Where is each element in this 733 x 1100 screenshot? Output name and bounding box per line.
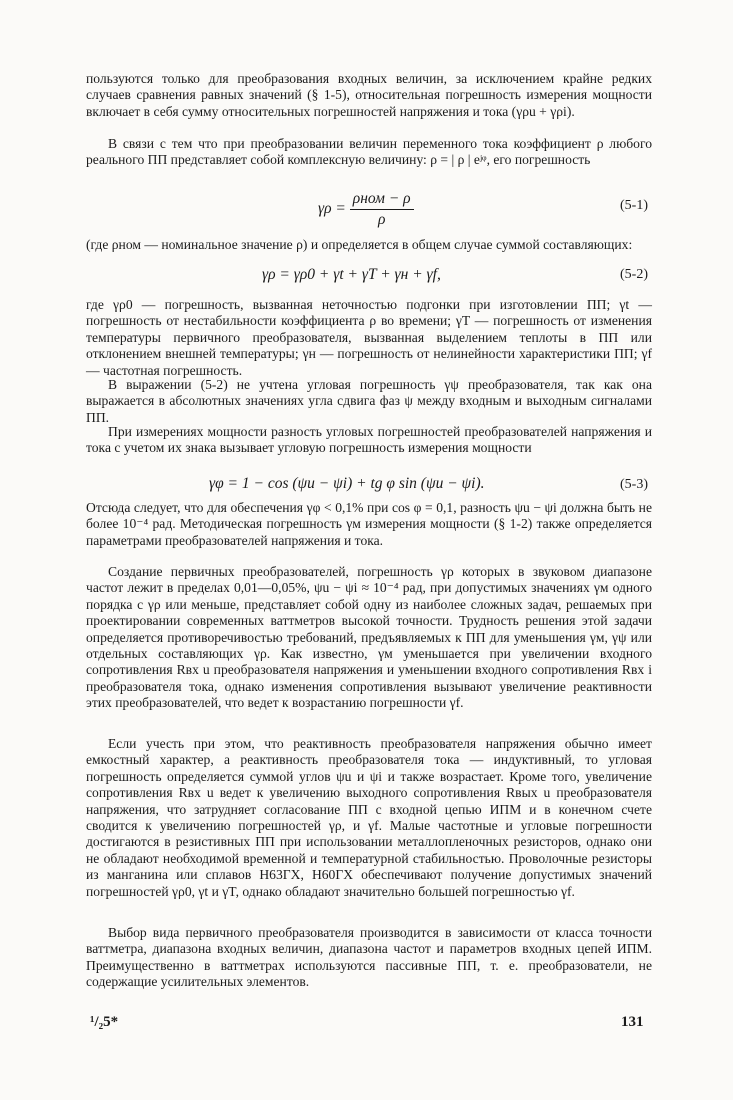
paragraph-intro: пользуются только для преобразования входных величин, за исключением крайне редких случаев сравнения равных значений (§ 1-5), относительная погрешность измерения мощности включает в себя сумму относительных погрешностей напряжения и тока (γρu + γρi). [86, 71, 652, 119]
paragraph-angular-error: В выражении (5-2) не учтена угловая погрешность γψ преобразователя, так как она выражается в абсолютных значениях угла сдвига фаз ψ между входным и выходным сигналами ПП. [86, 377, 652, 425]
equation-5-1-fraction [350, 190, 414, 229]
page-number: 131 [621, 1014, 644, 1030]
equation-5-1-numerator: ρном − ρ [350, 190, 414, 210]
signature-mark: ¹/₂5* [90, 1014, 119, 1030]
paragraph-power-measurement: При измерениях мощности разность угловых погрешностей преобразователей напряжения и тока с учетом их знака вызывает угловую погрешность измерения мощности [86, 424, 652, 456]
equation-5-1-number: (5-1) [620, 198, 648, 213]
equation-5-1-lhs: γρ = [318, 200, 346, 218]
paragraph-reactance: Если учесть при этом, что реактивность преобразователя напряжения обычно имеет емкостный характер, а реактивность преобразователя тока — индуктивный, то угловая погрешность определяется суммой углов ψu и ψi и также возрастает. Кроме того, увеличение сопротивления Rвх u ведет к увеличению выходного сопротивления Rвых u преобразователя напряжения, что затрудняет согласование ПП с входной цепью ИПМ и в конечном счете сводится к увеличению погрешностей γρ, и γf. Малые частотные и угловые погрешности достигаются в резистивных ПП при использовании металлопленочных резисторов, однако они не обладают необходимой временной и температурной стабильностью. Проволочные резисторы из манганина или сплавов Н63ГХ, Н60ГХ обеспечивают получение допустимых значений погрешностей γρ0, γt и γT, однако обладают значительно большей погрешностью γf. [86, 736, 652, 899]
equation-5-3-number: (5-3) [620, 477, 648, 492]
equation-5-2-number: (5-2) [620, 267, 648, 282]
equation-5-2: γρ = γρ0 + γt + γT + γн + γf, [262, 266, 441, 283]
paragraph-nominal-value: (где ρном — номинальное значение ρ) и определяется в общем случае суммой составляющих: [86, 237, 633, 252]
equation-5-3: γφ = 1 − cos (ψu − ψi) + tg φ sin (ψu − ψi). [209, 475, 485, 492]
equation-5-1 [318, 190, 414, 229]
equation-5-1-denominator: ρ [377, 211, 386, 228]
paragraph-primary-converters: Создание первичных преобразователей, погрешность γρ которых в звуковом диапазоне частот лежит в пределах 0,01—0,05%, ψu − ψi ≈ 10⁻⁴ рад, при допустимых значениях γм одного порядка с γρ или меньше, представляет собой одну из наиболее сложных задач, решаемых при проектировании современных ваттметров высокой точности. Трудность решения этой задачи определяется противоречивостью требований, предъявляемых к ПП для уменьшения γм, γψ или отдельных составляющих γρ. Как известно, γм уменьшается при увеличении входного сопротивления Rвх u преобразователя напряжения и уменьшении входного сопротивления Rвх i преобразователя тока, однако изменения сопротивления вызывают увеличение реактивности этих преобразователей, что ведет к возрастанию погрешности γf. [86, 564, 652, 711]
paragraph-consequence: Отсюда следует, что для обеспечения γφ < 0,1% при cos φ = 0,1, разность ψu − ψi должна быть не более 10⁻⁴ рад. Методическая погрешность γм измерения мощности (§ 1-2) также определяется параметрами преобразователей напряжения и тока. [86, 500, 652, 548]
paragraph-error-components: где γρ0 — погрешность, вызванная неточностью подгонки при изготовлении ПП; γt — погрешность от нестабильности коэффициента ρ во времени; γT — погрешность от изменения температуры первичного преобразователя, вызванная выделением теплоты в ПП или отклонением внешней температуры; γн — погрешность от нелинейности характеристики ПП; γf — частотная погрешность. [86, 297, 652, 378]
paragraph-complex-coefficient: В связи с тем что при преобразовании величин переменного тока коэффициент ρ любого реального ПП представляет собой комплексную величину: ρ = | ρ | eʲᵠ, его погрешность [86, 136, 652, 168]
paragraph-converter-choice: Выбор вида первичного преобразователя производится в зависимости от класса точности ваттметра, диапазона входных величин, диапазона частот и параметров входных цепей ИПМ. Преимущественно в ваттметрах используются пассивные ПП, т. е. преобразователи, не содержащие усилительных элементов. [86, 925, 652, 990]
